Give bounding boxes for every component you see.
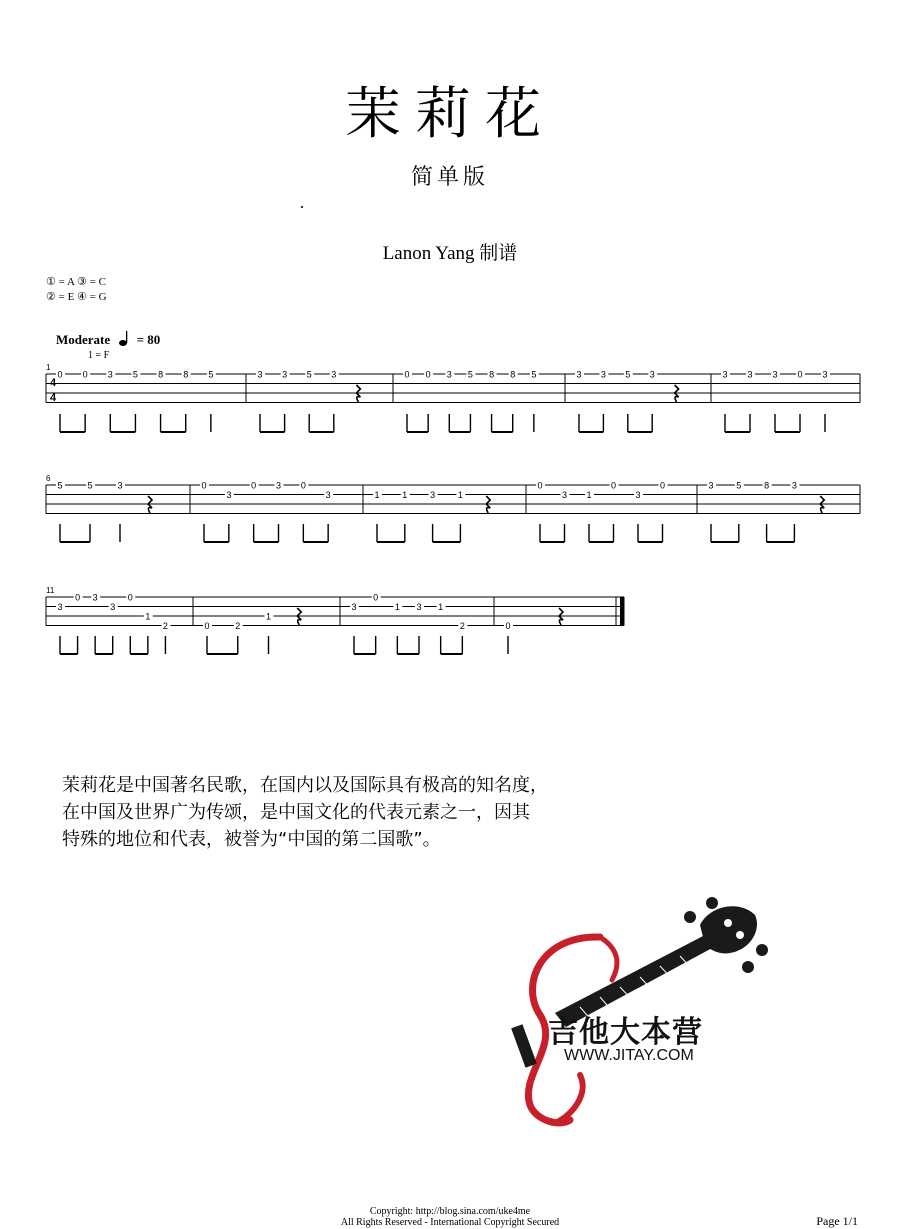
- fret-number: 0: [373, 592, 379, 603]
- logo-name: 吉他大本营: [548, 1015, 703, 1050]
- measure-number: 6: [46, 474, 51, 483]
- fret-number: 0: [75, 592, 81, 603]
- fret-number: 3: [430, 490, 436, 500]
- fret-number: 3: [331, 369, 337, 380]
- description: [62, 772, 682, 853]
- fret-number: 1: [394, 602, 400, 612]
- page-number: Page 1/1: [816, 1214, 858, 1228]
- fret-number: 1: [145, 611, 151, 622]
- fret-number: 3: [325, 490, 331, 500]
- fret-number: 3: [791, 480, 797, 491]
- fret-number: 3: [57, 602, 63, 612]
- fret-number: 5: [736, 480, 742, 491]
- fret-number: 1: [438, 602, 444, 612]
- measure-number: 1: [46, 363, 51, 372]
- key-signature: 1 = F: [88, 350, 110, 361]
- tempo-text: Moderate: [56, 332, 111, 347]
- fret-number: 5: [625, 369, 631, 380]
- fret-number: 3: [282, 369, 288, 380]
- fret-number: 5: [306, 369, 312, 380]
- fret-number: 3: [747, 369, 753, 380]
- fret-number: 3: [257, 369, 263, 380]
- fret-number: 0: [797, 369, 803, 380]
- fret-number: 8: [158, 369, 164, 380]
- fret-number: 2: [459, 621, 465, 631]
- fret-number: 3: [635, 490, 641, 500]
- measure-number: 11: [46, 586, 55, 595]
- fret-number: 5: [87, 480, 93, 491]
- rights-text: All Rights Reserved - International Copyright Secured: [340, 1217, 560, 1228]
- fret-number: 8: [489, 369, 495, 380]
- tuning-line-2: ② = E ④ = G: [46, 291, 107, 303]
- fret-number: 0: [659, 480, 666, 491]
- fret-number: 0: [201, 480, 207, 491]
- footer: [0, 1206, 900, 1228]
- fret-number: 0: [251, 480, 257, 491]
- fret-number: 5: [132, 369, 138, 380]
- fret-number: 0: [610, 480, 617, 491]
- fret-number: 3: [576, 369, 582, 380]
- fret-number: 8: [183, 369, 189, 380]
- fret-number: 1: [374, 490, 380, 500]
- fret-number: 0: [204, 621, 210, 631]
- fret-number: 0: [505, 621, 511, 631]
- description-line: 茉莉花是中国著名民歌，在国内以及国际具有极高的知名度，: [62, 775, 548, 796]
- fret-number: 0: [300, 480, 306, 491]
- description-line: 特殊的地位和代表，被誉为“中国的第二国歌”。: [62, 829, 441, 850]
- fret-number: 1: [457, 490, 463, 500]
- fret-number: 3: [708, 480, 714, 491]
- fret-number: 3: [275, 480, 282, 491]
- fret-number: 5: [531, 369, 537, 380]
- fret-number: 1: [586, 490, 592, 500]
- copyright-text: Copyright: http://blog.sina.com/uke4me: [369, 1206, 531, 1217]
- fret-number: 5: [467, 369, 473, 380]
- time-signature-bottom: 4: [50, 392, 57, 404]
- fret-number: 3: [416, 602, 422, 612]
- fret-number: 3: [107, 369, 113, 380]
- final-barline: [620, 597, 624, 626]
- fret-number: 3: [822, 369, 828, 380]
- description-line: 在中国及世界广为传颂，是中国文化的代表元素之一，因其: [62, 802, 530, 823]
- song-title: 茉莉花: [345, 82, 555, 147]
- fret-number: 0: [82, 369, 88, 380]
- fret-number: 3: [92, 592, 98, 603]
- fret-number: 2: [162, 621, 168, 631]
- fret-number: 0: [404, 369, 410, 380]
- fret-number: 8: [510, 369, 516, 380]
- tuning-line-1: ① = A ③ = C: [46, 276, 106, 288]
- fret-number: 2: [235, 621, 241, 631]
- fret-number: 8: [764, 480, 770, 491]
- jitay-logo: [500, 895, 770, 1130]
- fret-number: 3: [446, 369, 452, 380]
- fret-number: 1: [402, 490, 408, 500]
- fret-number: 3: [722, 369, 728, 380]
- fret-number: 0: [127, 592, 133, 603]
- tempo-bpm: = 80: [136, 332, 161, 347]
- fret-number: 3: [351, 602, 357, 612]
- fret-number: 3: [649, 369, 655, 380]
- fret-number: 0: [425, 369, 431, 380]
- fret-number: 5: [57, 480, 63, 491]
- fret-number: 3: [110, 602, 116, 612]
- fret-number: 0: [57, 369, 63, 380]
- fret-number: 3: [772, 369, 778, 380]
- fret-number: 3: [117, 480, 123, 491]
- time-signature-top: 4: [50, 377, 57, 389]
- fret-number: 5: [208, 369, 214, 380]
- author-credit: Lanon Yang 制谱: [382, 243, 518, 264]
- song-subtitle: 简单版: [410, 165, 489, 190]
- fret-number: 0: [537, 480, 543, 491]
- fret-number: 3: [561, 490, 568, 500]
- logo-url: WWW.JITAY.COM: [564, 1047, 694, 1064]
- fret-number: 3: [226, 490, 232, 500]
- fret-number: 1: [265, 611, 272, 622]
- fret-number: 3: [600, 369, 606, 380]
